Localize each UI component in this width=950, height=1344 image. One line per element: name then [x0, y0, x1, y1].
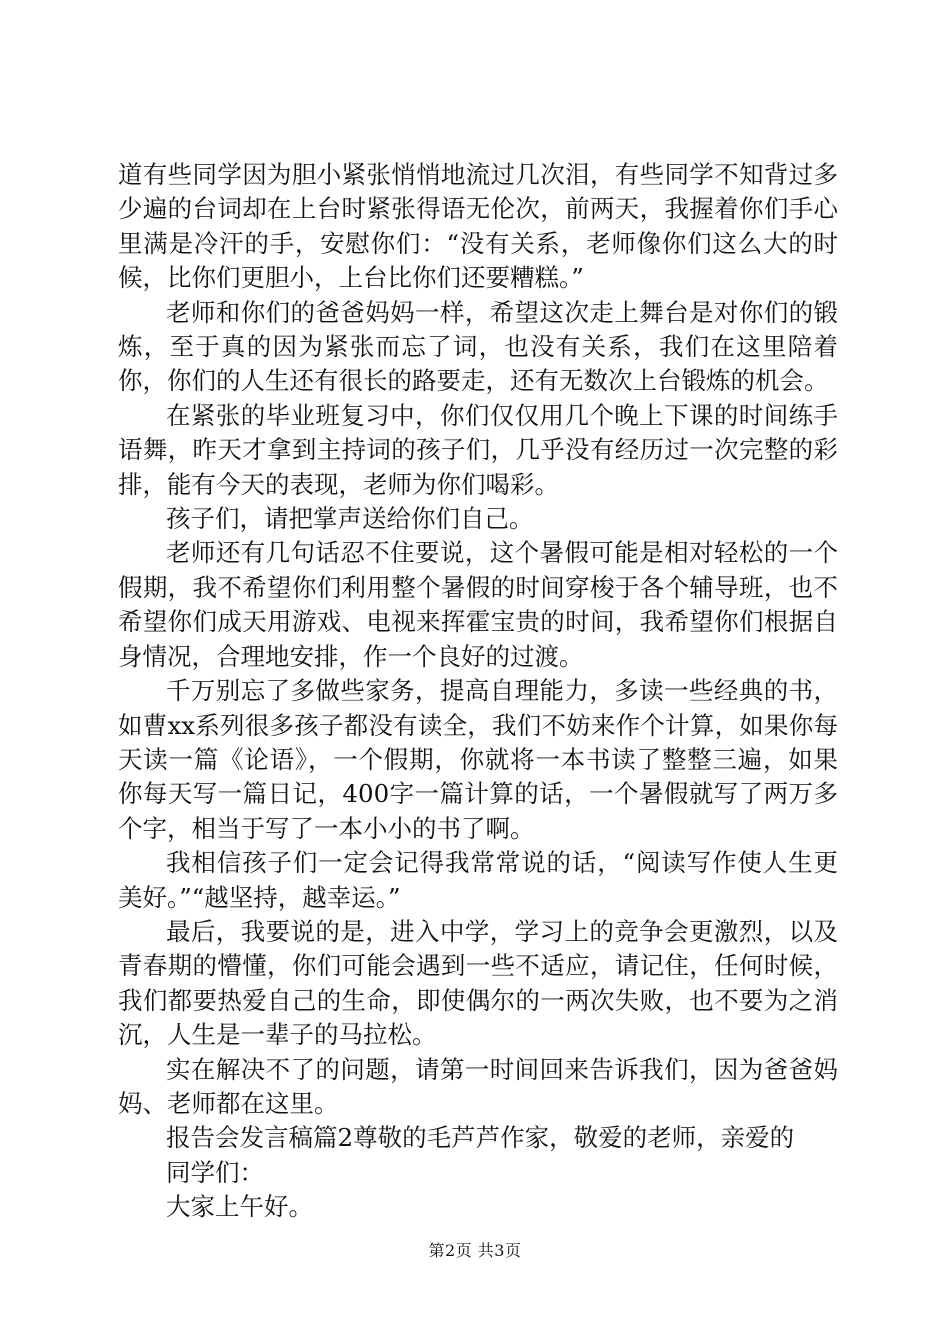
paragraph: 在紧张的毕业班复习中，你们仅仅用几个晚上下课的时间练手语舞，昨天才拿到主持词的孩子们，几乎没有经历过一次完整的彩排，能有今天的表现，老师为你们喝彩。 [118, 400, 838, 499]
page-footer: 第2页 共3页 [428, 1241, 522, 1260]
paragraph: 孩子们，请把掌声送给你们自己。 [166, 504, 534, 534]
paragraph: 老师还有几句话忍不住要说，这个暑假可能是相对轻松的一个假期，我不希望你们利用整个暑假的时间穿梭于各个辅导班，也不希望你们成天用游戏、电视来挥霍宝贵的时间，我希望你们根据自身情况，合理地安排，作一个良好的过渡。 [118, 538, 838, 671]
paragraph: 我相信孩子们一定会记得我常常说的话，“阅读写作使人生更美好。”“越坚持，越幸运。” [118, 848, 838, 912]
document-body [118, 158, 838, 1225]
paragraph: 同学们： [166, 1157, 264, 1187]
paragraph: 报告会发言稿篇2尊敬的毛芦芦作家，敬爱的老师，亲爱的 [166, 1123, 795, 1153]
paragraph: 老师和你们的爸爸妈妈一样，希望这次走上舞台是对你们的锻炼，至于真的因为紧张而忘了词，也没有关系，我们在这里陪着你，你们的人生还有很长的路要走，还有无数次上台锻炼的机会。 [118, 297, 838, 396]
paragraph: 道有些同学因为胆小紧张悄悄地流过几次泪，有些同学不知背过多少遍的台词却在上台时紧张得语无伦次，前两天，我握着你们手心里满是冷汗的手，安慰你们：“没有关系，老师像你们这么大的时候，比你们更胆小，上台比你们还要糟糕。” [118, 160, 838, 293]
paragraph: 实在解决不了的问题，请第一时间回来告诉我们，因为爸爸妈妈、老师都在这里。 [118, 1054, 838, 1118]
paragraph: 千万别忘了多做些家务，提高自理能力，多读一些经典的书，如曹xx系列很多孩子都没有读全，我们不妨来作个计算，如果你每天读一篇《论语》，一个假期，你就将一本书读了整整三遍，如果你每天写一篇日记，400字一篇计算的话，一个暑假就写了两万多个字，相当于写了一本小小的书了啊。 [118, 676, 838, 843]
paragraph: 大家上午好。 [166, 1192, 313, 1222]
paragraph: 最后，我要说的是，进入中学，学习上的竞争会更激烈，以及青春期的懵懂，你们可能会遇到一些不适应，请记住，任何时候，我们都要热爱自己的生命，即使偶尔的一两次失败，也不要为之消沉，人生是一辈子的马拉松。 [118, 916, 838, 1050]
